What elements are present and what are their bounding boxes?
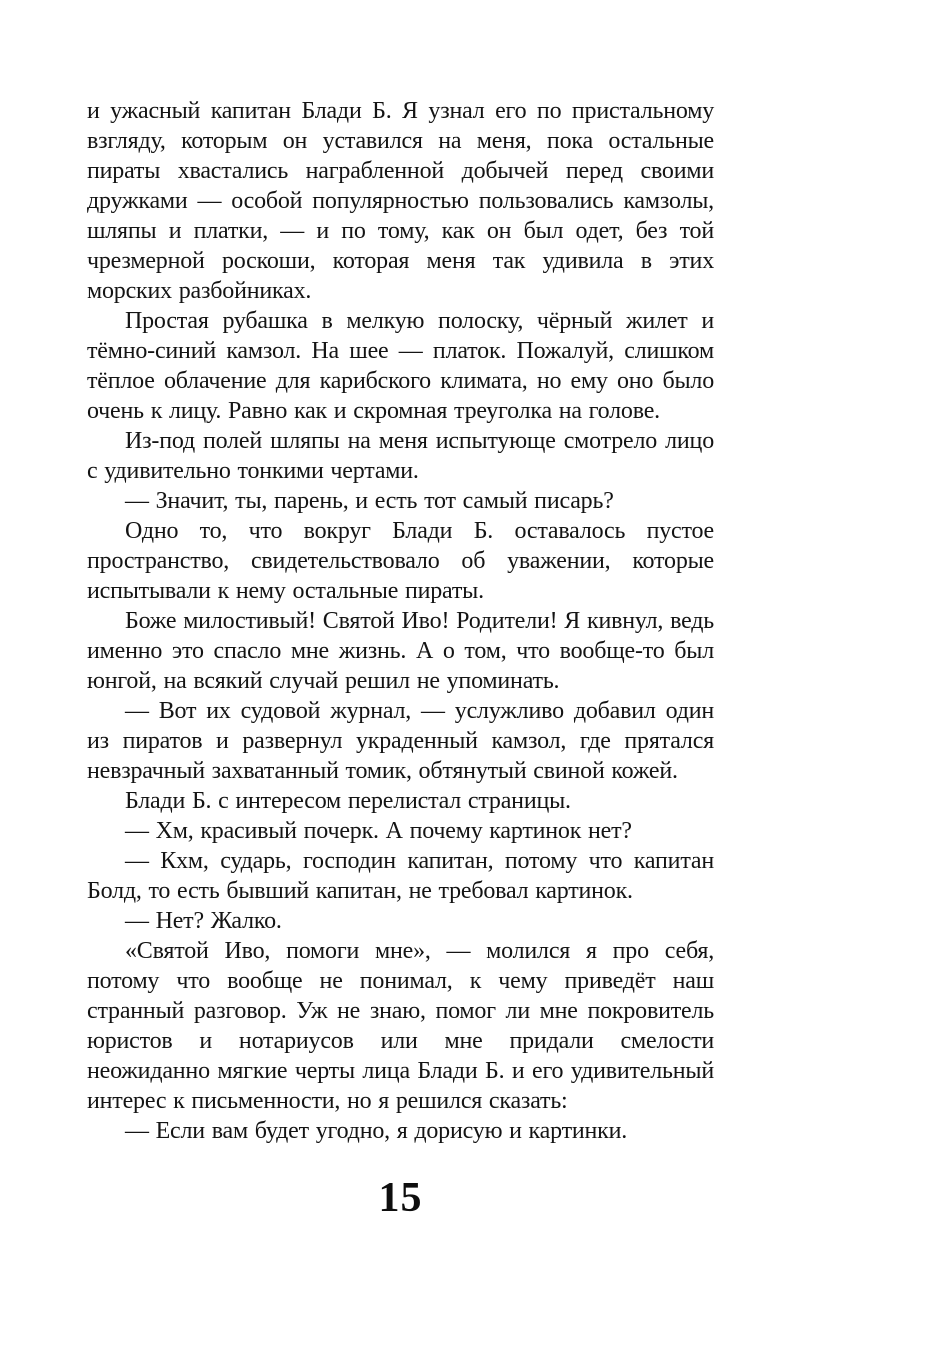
page-number: 15 <box>378 1175 423 1221</box>
paragraph: «Святой Иво, помоги мне», — молился я про себя, потому что вообще не понимал, к чему приведёт наш странный разговор. Уж не знаю, помог ли мне покровитель юристов и нотариусов или мне придали смелости неожиданно мягкие черты лица Блади Б. и его удивительный интерес к письменности, но я решился сказать: <box>87 938 714 1114</box>
paragraph-dialogue: — Значит, ты, парень, и есть тот самый писарь? <box>125 488 614 514</box>
paragraph-dialogue: — Кхм, сударь, господин капитан, потому что капитан Болд, то есть бывший капитан, не требовал картинок. <box>87 848 714 904</box>
paragraph: Из-под полей шляпы на меня испытующе смотрело лицо с удивительно тонкими чертами. <box>87 428 714 484</box>
paragraph: Блади Б. с интересом перелистал страницы. <box>125 788 571 814</box>
paragraph-dialogue: — Нет? Жалко. <box>125 908 282 934</box>
paragraph: Одно то, что вокруг Блади Б. оставалось пустое пространство, свидетельствовало об уважении, которые испытывали к нему остальные пираты. <box>87 518 714 604</box>
paragraph-dialogue: — Хм, красивый почерк. А почему картинок нет? <box>125 818 632 844</box>
paragraph: и ужасный капитан Блади Б. Я узнал его по пристальному взгляду, которым он уставился на меня, пока остальные пираты хвастались награбленной добычей перед своими дружками — особой популярностью пользовались камзолы, шляпы и платки, — и по тому, как он был одет, без той чрезмерной роскоши, которая меня так удивила в этих морских разбойниках. <box>87 98 714 304</box>
paragraph: Простая рубашка в мелкую полоску, чёрный жилет и тёмно-синий камзол. На шее — платок. Пожалуй, слишком тёплое облачение для карибского климата, но ему оно было очень к лицу. Равно как и скромная треуголка на голове. <box>87 308 714 424</box>
page-text-block <box>87 96 714 1146</box>
paragraph-dialogue: — Вот их судовой журнал, — услужливо добавил один из пиратов и развернул украденный камзол, где прятался невзрачный захватанный томик, обтянутый свиной кожей. <box>87 698 714 784</box>
book-page <box>87 96 714 1222</box>
paragraph: Боже милостивый! Святой Иво! Родители! Я кивнул, ведь именно это спасло мне жизнь. А о том, что вообще-то был юнгой, на всякий случай решил не упоминать. <box>87 608 714 694</box>
paragraph-dialogue: — Если вам будет угодно, я дорисую и картинки. <box>125 1118 628 1144</box>
